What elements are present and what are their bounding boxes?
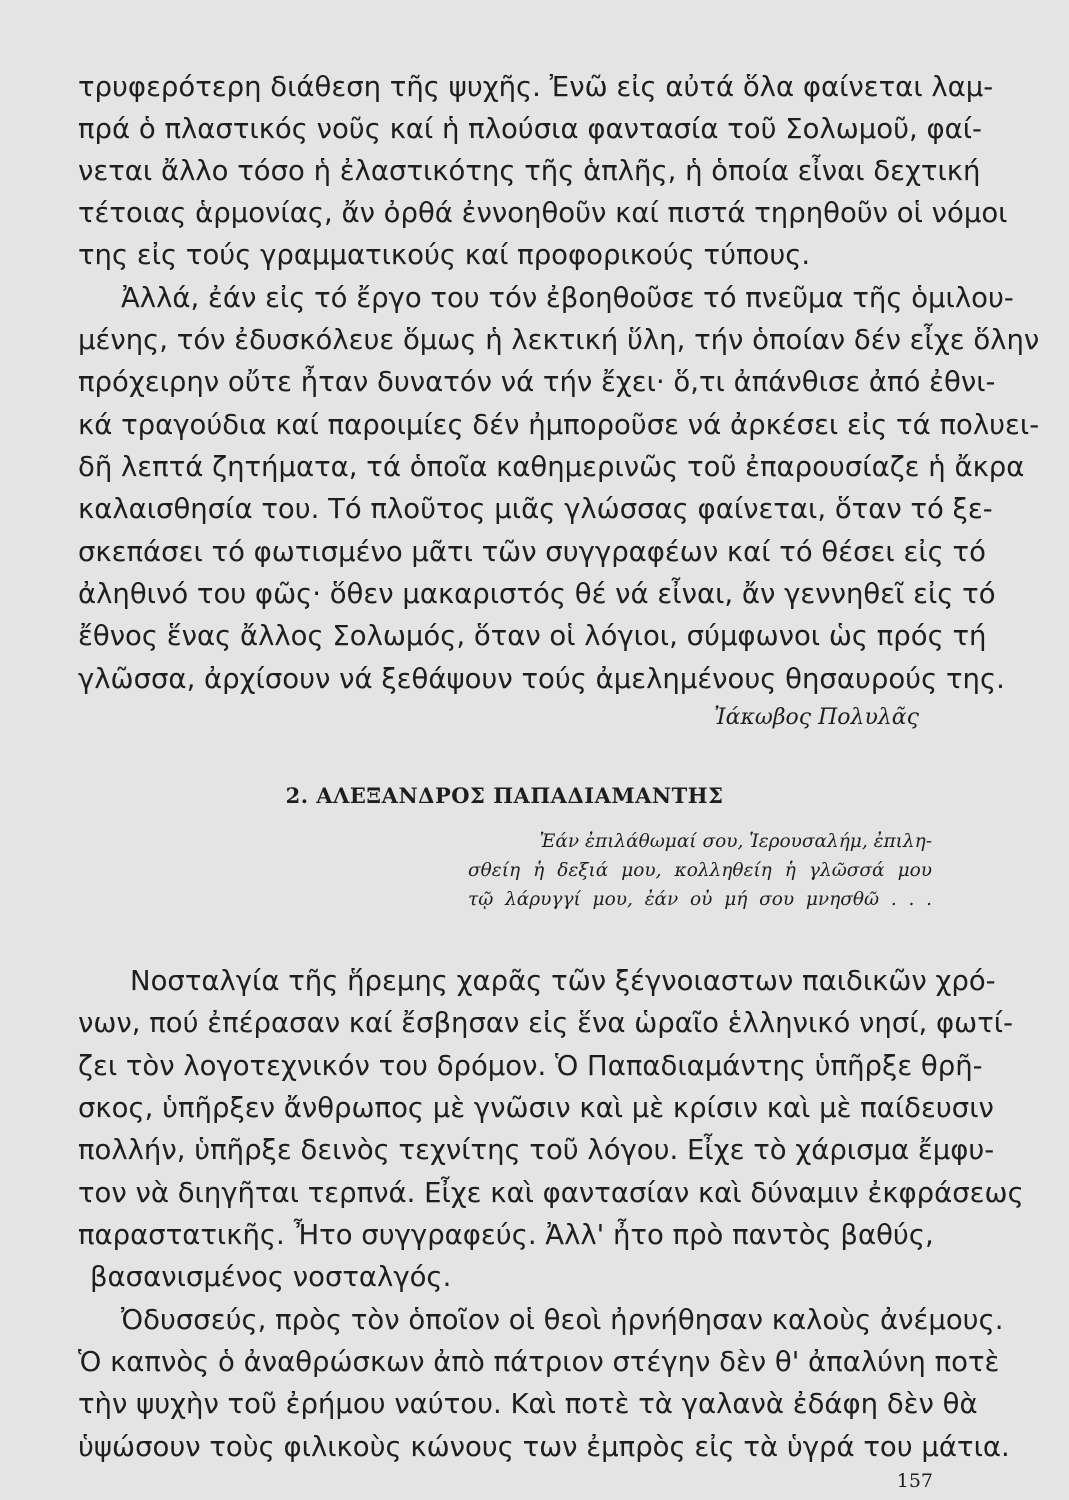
- section-heading: 2. ΑΛΕΞΑΝΔΡΟΣ ΠΑΠΑΔΙΑΜΑΝΤΗΣ: [285, 783, 724, 808]
- text-line: σκος, ὑπῆρξεν ἄνθρωπος μὲ γνῶσιν καὶ μὲ κρίσιν καὶ μὲ παίδευσιν: [78, 1092, 994, 1124]
- text-line-indent: Ὀδυσσεύς, πρὸς τὸν ὁποῖον οἱ θεοὶ ἠρνήθησαν καλοὺς ἀνέμους.: [121, 1304, 1004, 1336]
- text-line: τέτοιας ἁρμονίας, ἄν ὀρθά ἐννοηθοῦν καί πιστά τηρηθοῦν οἱ νόμοι: [78, 197, 1008, 229]
- text-line: τρυφερότερη διάθεση τῆς ψυχῆς. Ἐνῶ εἰς αὐτά ὅλα φαίνεται λαμ-: [78, 71, 994, 103]
- epigraph-line: σθείη ἡ δεξιά μου, κολληθείη ἡ γλῶσσά μου: [468, 860, 932, 881]
- author-signature: Ἰάκωβος Πολυλᾶς: [714, 705, 919, 730]
- text-line: νων, πού ἐπέρασαν καί ἔσβησαν εἰς ἕνα ὡραῖο ἑλληνικό νησί, φωτί-: [78, 1007, 1013, 1039]
- text-line: παραστατικῆς. Ἦτο συγγραφεύς. Ἀλλ' ἦτο πρὸ παντὸς βαθύς,: [78, 1219, 934, 1251]
- text-line: ζει τὸν λογοτεχνικόν του δρόμον. Ὁ Παπαδιαμάντης ὑπῆρξε θρῆ-: [78, 1050, 983, 1082]
- text-line: τον νὰ διηγῆται τερπνά. Εἶχε καὶ φαντασίαν καὶ δύναμιν ἐκφράσεως: [78, 1177, 1024, 1209]
- epigraph-line: τῷ λάρυγγί μου, ἐάν οὐ μή σου μνησθῶ . . .: [468, 889, 932, 910]
- text-line: πρά ὁ πλαστικός νοῦς καί ἡ πλούσια φαντασία τοῦ Σολωμοῦ, φαί-: [78, 113, 982, 145]
- text-line: δῆ λεπτά ζητήματα, τά ὁποῖα καθημερινῶς τοῦ ἐπαρουσίαζε ἡ ἄκρα: [78, 451, 1025, 483]
- text-line: βασανισμένος νοσταλγός.: [90, 1261, 452, 1293]
- text-line: πρόχειρην οὔτε ἦταν δυνατόν νά τήν ἔχει· ὅ,τι ἀπάνθισε ἀπό ἐθνι-: [78, 366, 996, 398]
- text-line: ἀληθινό του φῶς· ὅθεν μακαριστός θέ νά εἶναι, ἄν γεννηθεῖ εἰς τό: [78, 578, 996, 610]
- text-line: ὑψώσουν τοὺς φιλικοὺς κώνους των ἐμπρὸς εἰς τὰ ὑγρά του μάτια.: [78, 1431, 1010, 1463]
- text-line: κά τραγούδια καί παροιμίες δέν ἠμποροῦσε νά ἀρκέσει εἰς τά πολυει-: [78, 409, 1040, 441]
- text-line: νεται ἄλλο τόσο ἡ ἐλαστικότης τῆς ἁπλῆς, ἡ ὁποία εἶναι δεχτική: [78, 155, 981, 187]
- epigraph-line: Ἐάν ἐπιλάθωμαί σου, Ἱερουσαλήμ, ἐπιλη-: [539, 831, 932, 852]
- text-line-indent: Ἀλλά, ἐάν εἰς τό ἔργο του τόν ἐβοηθοῦσε τό πνεῦμα τῆς ὁμιλου-: [121, 282, 1014, 314]
- text-line: τὴν ψυχὴν τοῦ ἐρήμου ναύτου. Καὶ ποτὲ τὰ γαλανὰ ἐδάφη δὲν θὰ: [78, 1388, 978, 1420]
- text-line: της εἰς τούς γραμματικούς καί προφορικούς τύπους.: [78, 239, 811, 271]
- text-line: καλαισθησία του. Τό πλοῦτος μιᾶς γλώσσας φαίνεται, ὅταν τό ξε-: [78, 493, 993, 525]
- text-line: γλῶσσα, ἀρχίσουν νά ξεθάψουν τούς ἀμελημένους θησαυρούς της.: [78, 663, 1005, 695]
- page-number: 157: [896, 1470, 933, 1492]
- text-line: ἔθνος ἕνας ἄλλος Σολωμός, ὅταν οἱ λόγιοι, σύμφωνοι ὡς πρός τή: [78, 620, 987, 652]
- text-line: μένης, τόν ἐδυσκόλευε ὅμως ἡ λεκτική ὕλη, τήν ὁποίαν δέν εἶχε ὅλην: [78, 324, 1040, 356]
- text-line: πολλήν, ὑπῆρξε δεινὸς τεχνίτης τοῦ λόγου. Εἶχε τὸ χάρισμα ἔμφυ-: [78, 1134, 995, 1166]
- text-line-indent: Νοσταλγία τῆς ἥρεμης χαρᾶς τῶν ξέγνοιαστων παιδικῶν χρό-: [130, 965, 996, 997]
- text-line: Ὁ καπνὸς ὁ ἀναθρώσκων ἀπὸ πάτριον στέγην δὲν θ' ἀπαλύνη ποτὲ: [78, 1346, 1000, 1378]
- text-line: σκεπάσει τό φωτισμένο μᾶτι τῶν συγγραφέων καί τό θέσει εἰς τό: [78, 536, 986, 568]
